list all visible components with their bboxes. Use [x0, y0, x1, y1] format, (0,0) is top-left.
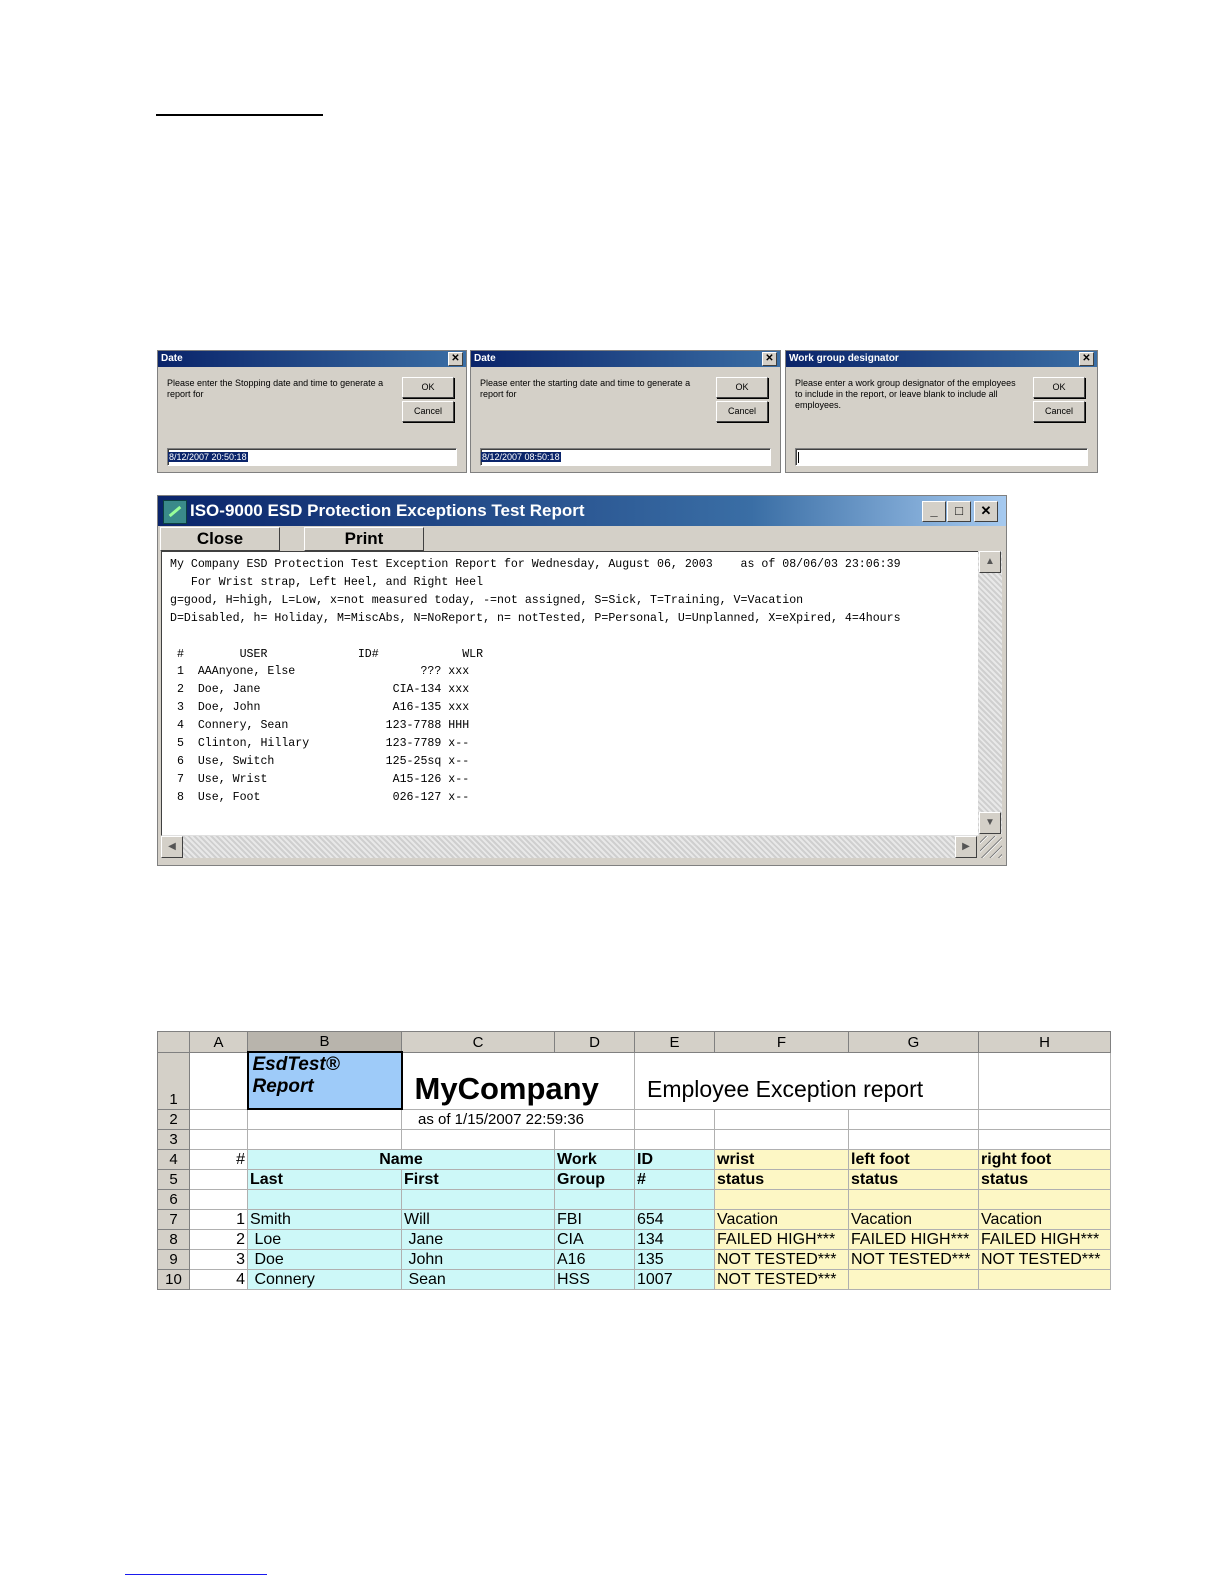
left-foot-status[interactable]: NOT TESTED*** [849, 1250, 979, 1270]
last-name[interactable]: Doe [248, 1250, 402, 1270]
wrist-status[interactable]: NOT TESTED*** [715, 1250, 849, 1270]
cell[interactable] [979, 1130, 1111, 1150]
left-foot-status[interactable]: Vacation [849, 1210, 979, 1230]
id-number[interactable]: 135 [635, 1250, 715, 1270]
minimize-icon[interactable]: _ [922, 501, 946, 522]
last-name[interactable]: Loe [248, 1230, 402, 1250]
table-row [158, 1250, 1111, 1270]
cell[interactable] [402, 1190, 555, 1210]
cell[interactable] [979, 1109, 1111, 1130]
report-row: 2 Doe, Jane CIA-134 xxx [176, 683, 470, 697]
exception-report-table [157, 1031, 1111, 1290]
cancel-button[interactable]: Cancel [1033, 401, 1085, 422]
report-row: 4 Connery, Sean 123-7788 HHH [176, 719, 470, 733]
scroll-down-icon[interactable]: ▼ [979, 812, 1001, 834]
right-foot-status[interactable]: NOT TESTED*** [979, 1250, 1111, 1270]
work-group-header[interactable]: Group [555, 1170, 635, 1190]
column-header-f[interactable]: F [715, 1032, 849, 1053]
dialog-title-bar [786, 351, 1097, 367]
close-icon[interactable]: ✕ [448, 352, 463, 366]
ok-button[interactable]: OK [716, 377, 768, 398]
table-row [158, 1270, 1111, 1290]
report-window [157, 495, 1007, 866]
work-group[interactable]: HSS [555, 1270, 635, 1290]
cell[interactable] [979, 1190, 1111, 1210]
report-rows [170, 665, 469, 803]
as-of-timestamp[interactable]: as of 1/15/2007 22:59:36 [402, 1109, 635, 1130]
dialog-message: Please enter a work group designator of the employees to include in the report, or leave blank to include all employees. [795, 378, 1016, 410]
cell[interactable] [849, 1190, 979, 1210]
row-number[interactable]: 1 [190, 1210, 248, 1230]
row-header[interactable]: 10 [158, 1270, 190, 1290]
date-input[interactable] [480, 448, 771, 466]
wrist-status[interactable]: FAILED HIGH*** [715, 1230, 849, 1250]
ok-button[interactable]: OK [1033, 377, 1085, 398]
first-name[interactable]: Jane [402, 1230, 555, 1250]
last-name[interactable]: Smith [248, 1210, 402, 1230]
row-number[interactable]: 2 [190, 1230, 248, 1250]
column-header-c[interactable]: C [402, 1032, 555, 1053]
column-header-b[interactable]: B [248, 1032, 402, 1053]
cell[interactable] [555, 1130, 635, 1150]
close-button[interactable]: Close [160, 527, 280, 551]
select-all-corner[interactable] [158, 1032, 190, 1053]
report-text [162, 552, 978, 807]
column-header-row [158, 1032, 1111, 1053]
report-row: 7 Use, Wrist A15-126 x-- [176, 772, 470, 786]
report-title[interactable]: Employee Exception report [635, 1052, 979, 1109]
cell[interactable] [190, 1190, 248, 1210]
sheet-row [158, 1190, 1111, 1210]
last-name-header[interactable]: Last [248, 1170, 402, 1190]
text-cursor [798, 452, 799, 463]
report-header-line: For Wrist strap, Left Heel, and Right Heel [170, 575, 484, 589]
scroll-up-icon[interactable]: ▲ [979, 551, 1001, 573]
sheet-row [158, 1150, 1111, 1170]
cell[interactable] [248, 1130, 402, 1150]
dialog-title-bar [158, 351, 466, 367]
close-icon[interactable]: ✕ [762, 352, 777, 366]
num-header[interactable]: # [190, 1150, 248, 1170]
wrist-header[interactable]: status [715, 1170, 849, 1190]
report-title-bar [158, 496, 1006, 526]
row-header[interactable]: 7 [158, 1210, 190, 1230]
first-name[interactable]: John [402, 1250, 555, 1270]
work-group[interactable]: FBI [555, 1210, 635, 1230]
cell[interactable] [190, 1170, 248, 1190]
dialog-title-bar [471, 351, 780, 367]
row-header[interactable]: 5 [158, 1170, 190, 1190]
report-header-line: g=good, H=high, L=Low, x=not measured today, -=not assigned, S=Sick, T=Training, V=Vacation [170, 593, 804, 607]
left-foot-status[interactable] [849, 1270, 979, 1290]
row-header[interactable]: 1 [158, 1052, 190, 1109]
work-group[interactable]: CIA [555, 1230, 635, 1250]
dialog-message: Please enter the starting date and time to generate a report for [480, 378, 691, 399]
first-name[interactable]: Will [402, 1210, 555, 1230]
row-header[interactable]: 3 [158, 1130, 190, 1150]
cell[interactable] [715, 1109, 849, 1130]
cell[interactable] [402, 1130, 555, 1150]
dialog-title: Date [161, 353, 183, 364]
right-foot-status[interactable]: FAILED HIGH*** [979, 1230, 1111, 1250]
report-row: 3 Doe, John A16-135 xxx [176, 701, 470, 715]
cell[interactable] [849, 1109, 979, 1130]
date-input[interactable] [167, 448, 457, 466]
name-header[interactable]: Name [248, 1150, 555, 1170]
wrist-status[interactable]: NOT TESTED*** [715, 1270, 849, 1290]
app-icon [163, 500, 187, 524]
row-header[interactable]: 9 [158, 1250, 190, 1270]
work-group-input[interactable] [795, 448, 1088, 466]
dialog-message: Please enter the Stopping date and time to generate a report for [167, 378, 384, 399]
id-number[interactable]: 134 [635, 1230, 715, 1250]
cancel-button[interactable]: Cancel [716, 401, 768, 422]
row-number[interactable]: 3 [190, 1250, 248, 1270]
wrist-header[interactable]: wrist [715, 1150, 849, 1170]
table-row [158, 1210, 1111, 1230]
id-header[interactable]: ID [635, 1150, 715, 1170]
column-header-g[interactable]: G [849, 1032, 979, 1053]
id-header[interactable]: # [635, 1170, 715, 1190]
cell[interactable] [555, 1190, 635, 1210]
row-header[interactable]: 4 [158, 1150, 190, 1170]
table-row [158, 1230, 1111, 1250]
report-column-header: # USER ID# WLR [170, 647, 484, 661]
right-foot-header[interactable]: status [979, 1170, 1111, 1190]
report-header-line: D=Disabled, h= Holiday, M=MiscAbs, N=NoReport, n= notTested, P=Personal, U=Unplanned, X=eXpired, 4=4hours [170, 611, 901, 625]
column-header-h[interactable]: H [979, 1032, 1111, 1053]
report-row: 8 Use, Foot 026-127 x-- [170, 790, 470, 804]
id-number[interactable]: 1007 [635, 1270, 715, 1290]
work-group[interactable]: A16 [555, 1250, 635, 1270]
maximize-icon[interactable]: □ [947, 501, 971, 522]
sheet-row [158, 1109, 1111, 1130]
row-header[interactable]: 8 [158, 1230, 190, 1250]
report-window-title: ISO-9000 ESD Protection Exceptions Test Report [190, 501, 585, 520]
cell[interactable] [248, 1190, 402, 1210]
work-group-header[interactable]: Work [555, 1150, 635, 1170]
company-name[interactable]: MyCompany [402, 1052, 635, 1109]
ok-button[interactable]: OK [402, 377, 454, 398]
dialog-title: Work group designator [789, 353, 899, 364]
right-foot-status[interactable] [979, 1270, 1111, 1290]
scroll-right-icon[interactable]: ▶ [955, 836, 977, 858]
right-foot-status[interactable]: Vacation [979, 1210, 1111, 1230]
row-number[interactable]: 4 [190, 1270, 248, 1290]
row-header[interactable]: 6 [158, 1190, 190, 1210]
last-name[interactable]: Connery [248, 1270, 402, 1290]
work-group-dialog [785, 350, 1098, 473]
cell[interactable] [190, 1052, 248, 1109]
close-icon[interactable]: ✕ [974, 501, 998, 522]
starting-date-dialog [470, 350, 781, 473]
spreadsheet [157, 1031, 1110, 1303]
cancel-button[interactable]: Cancel [402, 401, 454, 422]
cell[interactable] [635, 1109, 715, 1130]
cell[interactable] [715, 1130, 849, 1150]
sheet-row [158, 1052, 1111, 1109]
horizontal-scrollbar[interactable] [161, 836, 977, 858]
date-input-value: 8/12/2007 20:50:18 [169, 452, 247, 462]
vertical-scrollbar[interactable] [978, 551, 1002, 834]
report-row: 5 Clinton, Hillary 123-7789 x-- [176, 737, 470, 751]
heading-underline [156, 114, 323, 116]
footer-link-underline [125, 1574, 267, 1575]
id-number[interactable]: 654 [635, 1210, 715, 1230]
wrist-status[interactable]: Vacation [715, 1210, 849, 1230]
cell[interactable] [635, 1130, 715, 1150]
left-foot-header[interactable]: status [849, 1170, 979, 1190]
date-input-value: 8/12/2007 08:50:18 [482, 452, 560, 462]
sheet-row [158, 1170, 1111, 1190]
logo-line: Report [252, 1076, 314, 1097]
first-name-header[interactable]: First [402, 1170, 555, 1190]
close-icon[interactable]: ✕ [1079, 352, 1094, 366]
first-name[interactable]: Sean [402, 1270, 555, 1290]
dialog-title: Date [474, 353, 496, 364]
cell[interactable] [849, 1130, 979, 1150]
esdtest-logo-cell[interactable] [248, 1052, 402, 1109]
cell[interactable] [979, 1052, 1111, 1109]
report-text-area[interactable] [161, 551, 979, 836]
report-row: 1 AAAnyone, Else ??? xxx [176, 665, 470, 679]
column-header-e[interactable]: E [635, 1032, 715, 1053]
column-header-a[interactable]: A [190, 1032, 248, 1053]
report-row: 6 Use, Switch 125-25sq x-- [176, 754, 470, 768]
stopping-date-dialog [157, 350, 467, 473]
cell[interactable] [190, 1109, 248, 1130]
row-header[interactable]: 2 [158, 1109, 190, 1130]
scroll-left-icon[interactable]: ◀ [161, 836, 183, 858]
print-button[interactable]: Print [304, 527, 424, 551]
left-foot-header[interactable]: left foot [849, 1150, 979, 1170]
resize-grip-icon[interactable] [980, 836, 1002, 858]
cell[interactable] [248, 1109, 402, 1130]
left-foot-status[interactable]: FAILED HIGH*** [849, 1230, 979, 1250]
logo-line: EsdTest® [252, 1054, 340, 1075]
cell[interactable] [715, 1190, 849, 1210]
right-foot-header[interactable]: right foot [979, 1150, 1111, 1170]
sheet-row [158, 1130, 1111, 1150]
report-header-line: My Company ESD Protection Test Exception Report for Wednesday, August 06, 2003 as of 08/06/03 23:06:39 [170, 558, 901, 571]
column-header-d[interactable]: D [555, 1032, 635, 1053]
cell[interactable] [190, 1130, 248, 1150]
cell[interactable] [635, 1190, 715, 1210]
